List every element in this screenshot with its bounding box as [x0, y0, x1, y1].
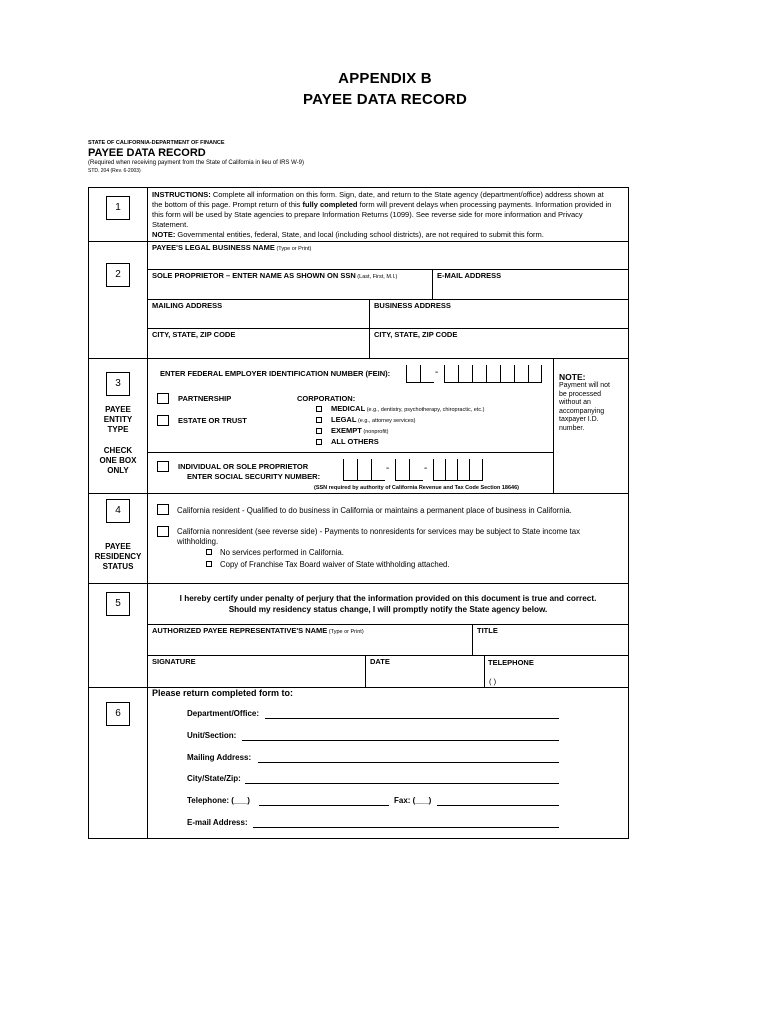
legal-name-field[interactable] [152, 243, 311, 252]
legal-hint: (e.g., attorney services) [356, 418, 416, 424]
date-field[interactable]: DATE [370, 657, 390, 666]
department-input[interactable] [265, 718, 559, 719]
no-services-label: No services performed in California. [220, 548, 344, 557]
instructions-line1: Complete all information on this form. Sign, date, and return to the State agency (department/office) address shown at [210, 190, 604, 199]
exempt-label [331, 426, 388, 435]
note-column-divider [553, 358, 554, 493]
fein-input[interactable] [406, 365, 542, 383]
legal-name-label: PAYEE'S LEGAL BUSINESS NAME [152, 243, 275, 252]
nonresident-line-1: California nonresident (see reverse side) - Payments to nonresidents for services may be subject to State income tax [177, 527, 581, 536]
sig-row-top [147, 655, 629, 656]
section-3-number: 3 [106, 372, 130, 396]
residency-status-label [90, 542, 146, 572]
form-number: STD. 204 (Rev. 6-2003) [88, 168, 141, 174]
entity-label-3: TYPE [107, 425, 129, 434]
city-input[interactable] [245, 783, 559, 784]
telephone-field[interactable]: TELEPHONE [488, 658, 534, 667]
title-divider [472, 624, 473, 655]
resident-label: California resident - Qualified to do business in California or maintains a permanent place of business in California. [177, 506, 572, 515]
medical-label [331, 404, 485, 413]
ssn-label: ENTER SOCIAL SECURITY NUMBER: [187, 472, 321, 481]
medical-checkbox[interactable] [316, 406, 322, 412]
email-divider [432, 269, 433, 299]
partnership-label: PARTNERSHIP [178, 394, 232, 403]
entity-label-2: ENTITY [103, 415, 133, 424]
partnership-checkbox[interactable] [157, 393, 169, 404]
section3-note-5: taxpayer I.D. [559, 416, 599, 423]
business-address-field[interactable]: BUSINESS ADDRESS [374, 301, 451, 310]
all-others-checkbox[interactable] [316, 439, 322, 445]
unit-label: Unit/Section: [187, 731, 237, 740]
telephone-label: Telephone: (___) [187, 796, 250, 805]
rep-name-field[interactable] [152, 626, 364, 635]
certify-line-1: I hereby certify under penalty of perjury that the information provided on this document is true and correct. [179, 594, 597, 603]
ssn-dash-1: - [386, 463, 390, 474]
fax-input[interactable] [437, 805, 559, 806]
divider-3-4 [88, 493, 629, 494]
entity-label-1: PAYEE [105, 405, 131, 414]
telephone-input[interactable] [259, 805, 389, 806]
legal-text: LEGAL [331, 415, 357, 424]
no-services-checkbox[interactable] [206, 549, 212, 555]
city-state-zip-2-field[interactable]: CITY, STATE, ZIP CODE [374, 330, 458, 339]
estate-trust-checkbox[interactable] [157, 415, 169, 426]
divider-2-3 [88, 358, 629, 359]
ssn-row-line [147, 452, 553, 453]
city-label: City/State/Zip: [187, 774, 241, 783]
exempt-hint: (nonprofit) [361, 429, 389, 435]
form-title: PAYEE DATA RECORD [88, 147, 206, 159]
medical-text: MEDICAL [331, 404, 366, 413]
section3-note-2: be processed [559, 390, 602, 398]
email-input[interactable] [253, 827, 559, 828]
section-5-number: 5 [106, 592, 130, 616]
nonresident-label [177, 527, 580, 547]
entity-label-4: CHECK [103, 446, 133, 455]
individual-label: INDIVIDUAL OR SOLE PROPRIETOR [178, 462, 309, 471]
section-4-number: 4 [106, 499, 130, 523]
exempt-checkbox[interactable] [316, 428, 322, 434]
ssn-dash-2: - [424, 463, 428, 474]
sole-prop-label: SOLE PROPRIETOR – ENTER NAME AS SHOWN ON SSN [152, 271, 356, 280]
instructions-bold: fully completed [302, 200, 358, 209]
nonresident-line-2: withholding. [177, 537, 219, 546]
rep-row-top [147, 624, 629, 625]
individual-checkbox[interactable] [157, 461, 169, 472]
section3-note-3: without an [559, 399, 591, 406]
row-line-3 [147, 328, 629, 329]
city-state-zip-1-field[interactable]: CITY, STATE, ZIP CODE [152, 330, 236, 339]
divider-1-2 [88, 241, 629, 242]
rep-name-hint: (Type or Print) [327, 629, 364, 635]
fax-label: Fax: (___) [394, 796, 432, 805]
waiver-checkbox[interactable] [206, 561, 212, 567]
nonresident-checkbox[interactable] [157, 526, 169, 537]
ssn-note: (SSN required by authority of California Revenue and Tax Code Section 18646) [314, 485, 519, 491]
mailing-address-field[interactable]: MAILING ADDRESS [152, 301, 223, 310]
rep-name-label: AUTHORIZED PAYEE REPRESENTATIVE'S NAME [152, 626, 328, 635]
date-divider [365, 655, 366, 687]
resident-checkbox[interactable] [157, 504, 169, 515]
section-6-number: 6 [106, 702, 130, 726]
email-label: E-mail Address: [187, 818, 248, 827]
instructions-line2b: form will prevent delays when processing payments. Information provided in [357, 200, 612, 209]
exempt-text: EXEMPT [331, 426, 362, 435]
section3-note-1: Payment will not [559, 382, 610, 389]
section3-note-6: number. [559, 424, 585, 432]
instructions-line4: Statement. [152, 220, 189, 229]
waiver-label: Copy of Franchise Tax Board waiver of State withholding attached. [220, 560, 450, 569]
row-line-1 [147, 269, 629, 270]
entity-type-label [92, 405, 144, 476]
certification-text [147, 594, 629, 615]
section3-note [559, 372, 625, 433]
telephone-paren: ( ) [489, 677, 497, 686]
sole-prop-hint: (Last, First, M.I.) [355, 274, 398, 280]
all-others-label: ALL OTHERS [331, 437, 379, 446]
divider-4-5 [88, 583, 629, 584]
legal-name-hint: (Type or Print) [274, 246, 312, 252]
fein-dash: - [435, 367, 439, 378]
residency-label-2: RESIDENCY [94, 552, 142, 561]
agency-name: STATE OF CALIFORNIA-DEPARTMENT OF FINANCE [88, 140, 225, 146]
telephone-divider [484, 655, 485, 687]
residency-label-3: STATUS [102, 562, 134, 571]
row-line-2 [147, 299, 629, 300]
appendix-title: APPENDIX B [338, 70, 432, 87]
email-field[interactable]: E-MAIL ADDRESS [437, 271, 502, 280]
corporation-label: CORPORATION: [297, 394, 356, 403]
instructions-line3: this form will be used by State agencies to prepare Information Returns (1099). See reverse side for more information and Privacy [152, 210, 583, 219]
form-note: (Required when receiving payment from the State of California in lieu of IRS W-9) [88, 160, 304, 166]
signature-field[interactable]: SIGNATURE [152, 657, 196, 666]
mailing-input[interactable] [258, 762, 559, 763]
medical-hint: (e.g., dentistry, psychotherapy, chiropractic, etc.) [365, 407, 485, 413]
left-column-divider [147, 187, 148, 839]
section3-note-4: accompanying [559, 407, 605, 415]
unit-input[interactable] [242, 740, 559, 741]
entity-label-5: ONE BOX [99, 456, 137, 465]
section3-note-label: NOTE: [559, 372, 586, 382]
sole-prop-field[interactable] [152, 271, 397, 280]
mailing-label: Mailing Address: [187, 753, 252, 762]
estate-trust-label: ESTATE OR TRUST [178, 416, 247, 425]
residency-label-1: PAYEE [105, 542, 131, 551]
document-heading: PAYEE DATA RECORD [303, 91, 467, 108]
instructions-line2a: the bottom of this page. Prompt return of this [152, 200, 303, 209]
section-1-number: 1 [106, 196, 130, 220]
instructions-label: INSTRUCTIONS: [152, 190, 211, 199]
certify-line-2: Should my residency status change, I will promptly notify the State agency below. [228, 604, 548, 614]
section1-note-text: Governmental entities, federal, State, and local (including school districts), are not required to submit this form. [175, 230, 544, 239]
entity-label-6: ONLY [107, 466, 129, 475]
legal-label [331, 415, 415, 424]
department-label: Department/Office: [187, 709, 260, 718]
fein-label: ENTER FEDERAL EMPLOYER IDENTIFICATION NUMBER (FEIN): [160, 369, 391, 378]
title-field[interactable]: TITLE [477, 626, 498, 635]
section-2-number: 2 [106, 263, 130, 287]
ssn-input[interactable] [343, 459, 483, 481]
instructions [152, 190, 627, 240]
return-label: Please return completed form to: [152, 688, 294, 698]
section1-note-label: NOTE: [152, 230, 176, 239]
legal-checkbox[interactable] [316, 417, 322, 423]
